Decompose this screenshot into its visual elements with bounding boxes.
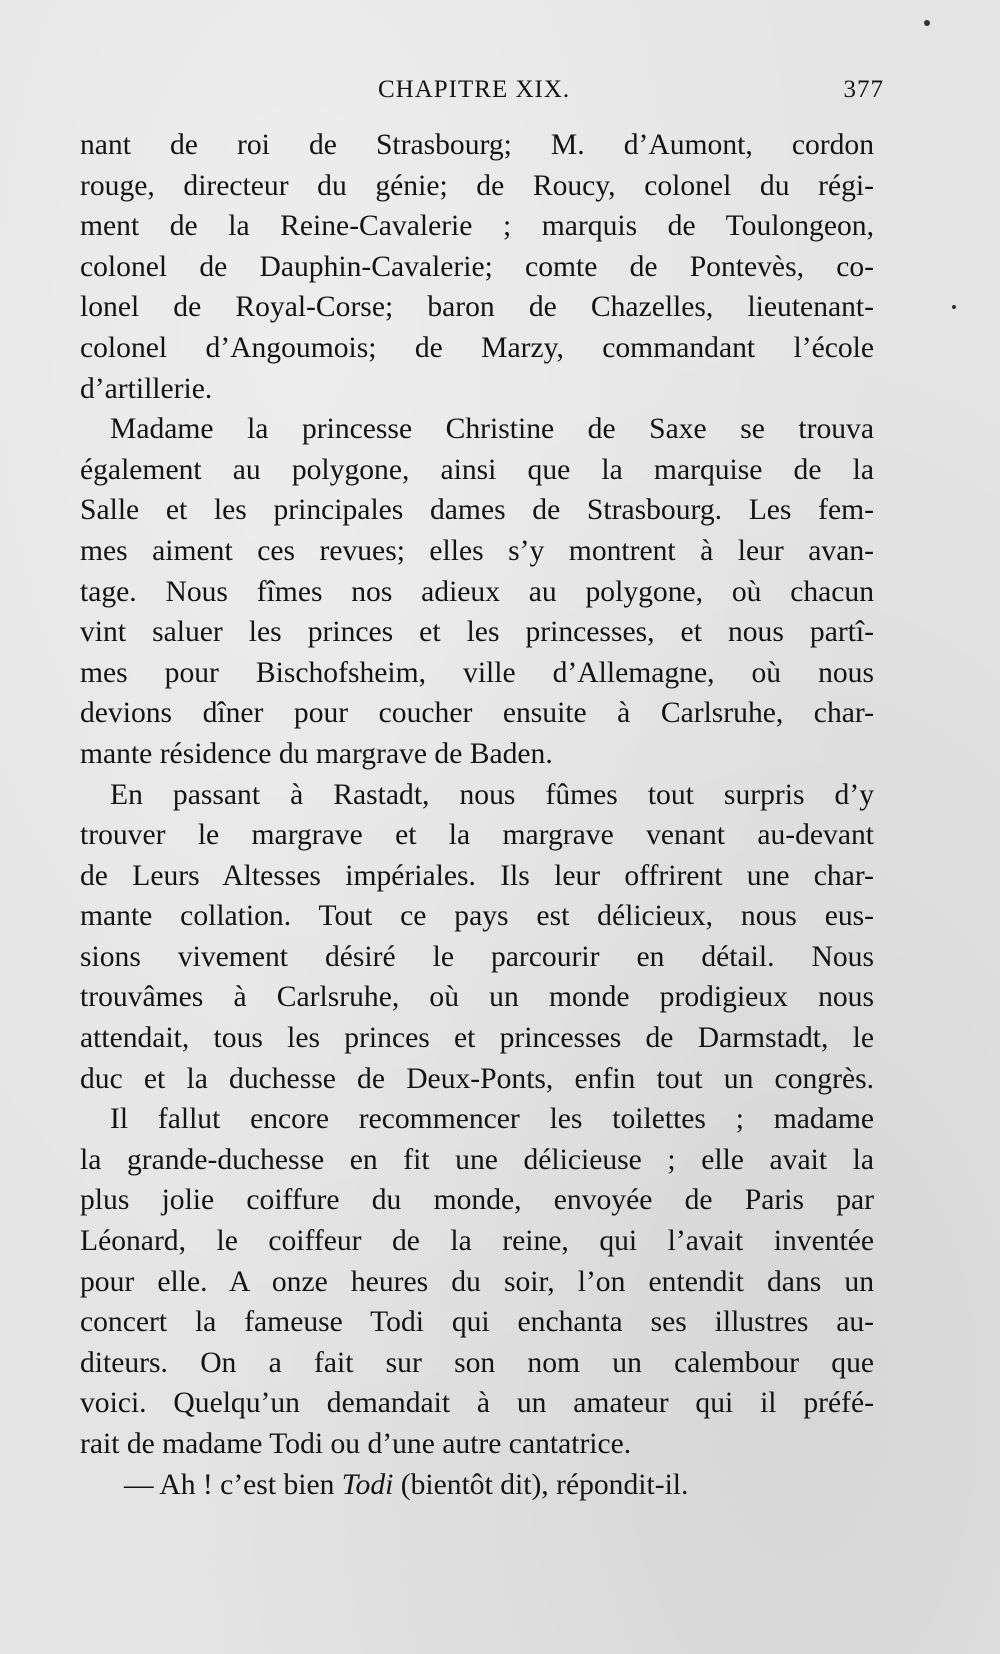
text-line: rait de madame Todi ou d’une autre cantatrice. xyxy=(80,1428,632,1460)
text-line: colonel de Dauphin-Cavalerie; comte de Pontevès, co- xyxy=(80,250,874,283)
text-line: En passant à Rastadt, nous fûmes tout surpris d’y xyxy=(110,778,874,811)
text-line: rouge, directeur du génie; de Roucy, colonel du régi- xyxy=(80,169,874,202)
text-line: la grande-duchesse en fit une délicieuse ; elle avait la xyxy=(80,1143,874,1176)
running-header xyxy=(80,76,884,116)
text-line: Il fallut encore recommencer les toilettes ; madame xyxy=(110,1103,874,1136)
text-line: mes aiment ces revues; elles s’y montrent à leur avan- xyxy=(80,534,874,567)
text-line: mes pour Bischofsheim, ville d’Allemagne, où nous xyxy=(80,656,874,689)
text-line: attendait, tous les princes et princesses de Darmstadt, le xyxy=(80,1022,874,1055)
text-line: de Leurs Altesses impériales. Ils leur offrirent une char- xyxy=(80,859,874,892)
text-line: Léonard, le coiffeur de la reine, qui l’avait inventée xyxy=(80,1225,874,1258)
text-line: lonel de Royal-Corse; baron de Chazelles, lieutenant- xyxy=(80,291,874,324)
text-line: trouvâmes à Carlsruhe, où un monde prodigieux nous xyxy=(80,981,874,1014)
text-line: colonel d’Angoumois; de Marzy, commandant l’école xyxy=(80,331,874,364)
text-line: voici. Quelqu’un demandait à un amateur qui il préfé- xyxy=(80,1387,874,1420)
text-line: mante collation. Tout ce pays est délicieux, nous eus- xyxy=(80,900,874,933)
text-line: plus jolie coiffure du monde, envoyée de Paris par xyxy=(80,1184,874,1217)
dialogue-italic-word: Todi xyxy=(341,1468,394,1501)
text-line: pour elle. A onze heures du soir, l’on entendit dans un xyxy=(80,1265,874,1298)
text-line: sions vivement désiré le parcourir en détail. Nous xyxy=(80,940,874,973)
text-line: tage. Nous fîmes nos adieux au polygone, où chacun xyxy=(80,575,874,608)
text-line: duc et la duchesse de Deux-Ponts, enfin tout un congrès. xyxy=(80,1062,874,1095)
text-line: nant de roi de Strasbourg; M. d’Aumont, cordon xyxy=(80,129,874,161)
dialogue-line xyxy=(80,1465,874,1506)
text-line: trouver le margrave et la margrave venant au-devant xyxy=(80,819,874,852)
page-number: 377 xyxy=(843,76,884,103)
text-line: vint saluer les princes et les princesses, et nous partî- xyxy=(80,616,874,649)
dialogue-line-end: (bientôt dit), répondit-il. xyxy=(393,1468,689,1501)
paper-speck xyxy=(924,20,930,26)
text-line: d’artillerie. xyxy=(80,372,213,405)
chapter-title: CHAPITRE XIX. xyxy=(378,76,571,103)
text-line: concert la fameuse Todi qui enchanta ses illustres au- xyxy=(80,1306,874,1339)
text-line: Salle et les principales dames de Strasbourg. Les fem- xyxy=(80,494,874,527)
text-line: Madame la princesse Christine de Saxe se trouva xyxy=(110,413,874,446)
dialogue-line-start: — Ah ! c’est bien xyxy=(124,1468,342,1501)
text-line: également au polygone, ainsi que la marquise de la xyxy=(80,453,874,486)
text-line: diteurs. On a fait sur son nom un calembour que xyxy=(80,1346,874,1379)
text-line: ment de la Reine-Cavalerie ; marquis de Toulongeon, xyxy=(80,210,874,243)
text-line: mante résidence du margrave de Baden. xyxy=(80,737,553,770)
paper-speck xyxy=(952,305,956,309)
text-line: devions dîner pour coucher ensuite à Carlsruhe, char- xyxy=(80,697,874,730)
body-text xyxy=(80,125,874,1505)
